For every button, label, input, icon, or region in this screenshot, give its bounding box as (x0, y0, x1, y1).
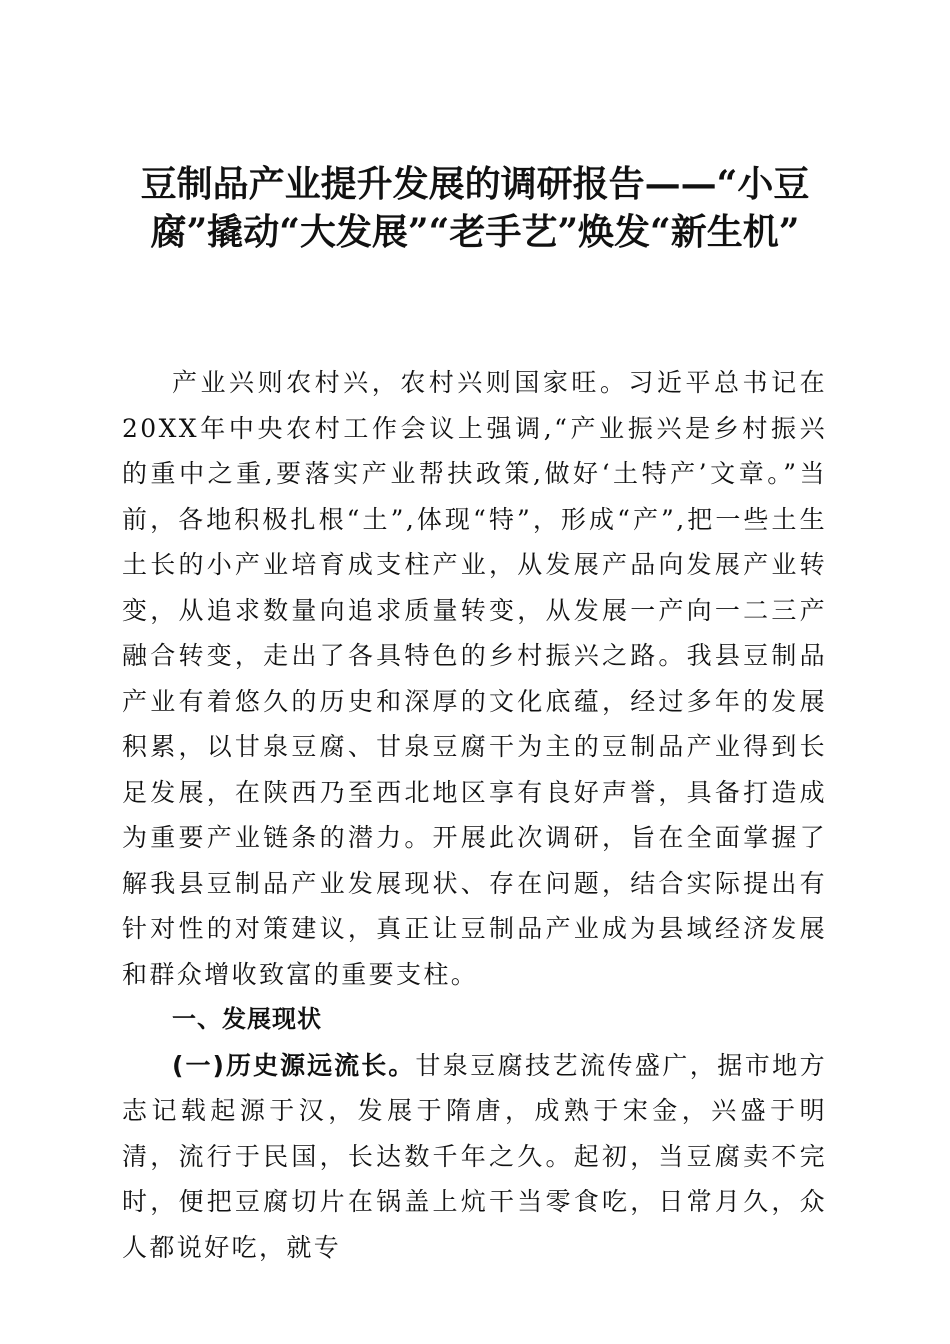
document-body (122, 360, 827, 1270)
intro-paragraph: 产业兴则农村兴，农村兴则国家旺。习近平总书记在20XX年中央农村工作会议上强调,“产业振兴是乡村振兴的重中之重,要落实产业帮扶政策,做好‘土特产’文章。”当前，各地积极扎根“土”,体现“特”，形成“产”,把一些土生土长的小产业培育成支柱产业，从发展产品向发展产业转变，从追求数量向追求质量转变，从发展一产向一二三产融合转变，走出了各具特色的乡村振兴之路。我县豆制品产业有着悠久的历史和深厚的文化底蕴，经过多年的发展积累，以甘泉豆腐、甘泉豆腐干为主的豆制品产业得到长足发展，在陕西乃至西北地区享有良好声誉，具备打造成为重要产业链条的潜力。开展此次调研，旨在全面掌握了解我县豆制品产业发展现状、存在问题，结合实际提出有针对性的对策建议，真正让豆制品产业成为县域经济发展和群众增收致富的重要支柱。 (122, 368, 827, 989)
subsection-paragraph (122, 1043, 827, 1271)
section-heading: 一、发展现状 (172, 1005, 322, 1033)
document-title: 豆制品产业提升发展的调研报告——“小豆腐”撬动“大发展”“老手艺”焕发“新生机” (140, 163, 810, 253)
subsection-lead: (一)历史源远流长。 (172, 1050, 416, 1080)
subsection-text: 甘泉豆腐技艺流传盛广，据市地方志记载起源于汉，发展于隋唐，成熟于宋金，兴盛于明清，流行于民国，长达数千年之久。起初，当豆腐卖不完时，便把豆腐切片在锅盖上炕干当零食吃，日常月久，众人都说好吃，就专 (122, 1050, 827, 1262)
